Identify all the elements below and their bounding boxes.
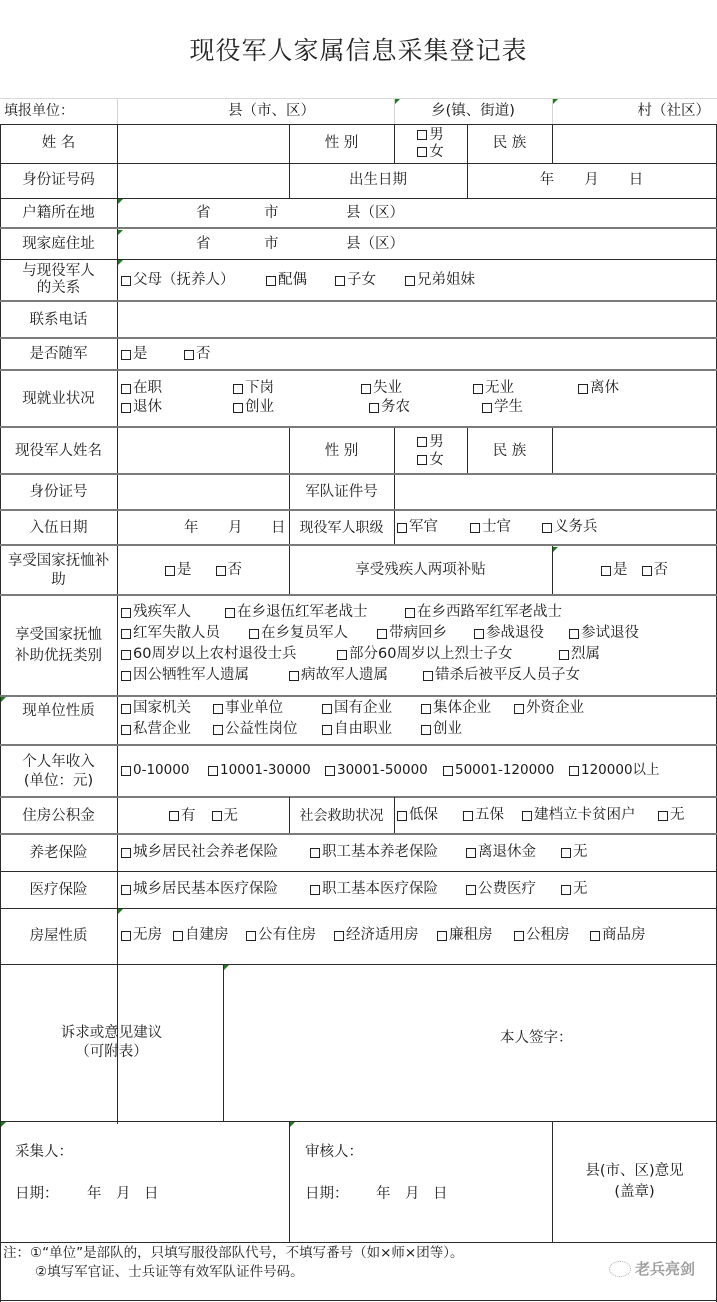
checkbox-icon xyxy=(310,848,320,858)
checkbox-icon xyxy=(121,848,131,858)
unit-type-checkbox[interactable]: 事业单位 xyxy=(213,699,283,718)
category-checkbox[interactable]: 参战退役 xyxy=(474,624,544,643)
checkbox-icon xyxy=(601,566,611,576)
soldier-id-input[interactable] xyxy=(118,475,289,510)
category-checkbox[interactable]: 部分60周岁以上烈士子女 xyxy=(337,645,512,664)
aid-checkbox[interactable]: 五保 xyxy=(463,806,504,825)
employment-startup-checkbox[interactable]: 创业 xyxy=(233,398,274,417)
note-line-2: ②填写军官证、士兵证等有效军队证件号码。 xyxy=(35,1264,304,1280)
checkbox-icon xyxy=(121,384,131,394)
category-checkbox[interactable]: 因公牺牲军人遗属 xyxy=(121,666,249,685)
checkbox-icon xyxy=(463,811,473,821)
category-checkbox[interactable]: 在乡复员军人 xyxy=(249,624,348,643)
relation-sibling-checkbox[interactable]: 兄弟姐妹 xyxy=(405,271,475,290)
checkbox-icon xyxy=(121,725,131,735)
housing-checkbox[interactable]: 公租房 xyxy=(514,926,570,945)
family-id-input[interactable] xyxy=(118,164,289,198)
signature-label: 本人签字： xyxy=(500,1030,573,1046)
address-input[interactable]: 省 市 县（区） xyxy=(196,235,404,252)
checkbox-icon xyxy=(233,403,243,413)
category-checkbox[interactable]: 错杀后被平反人员子女 xyxy=(423,666,580,685)
soldier-gender-male-checkbox[interactable]: 男 xyxy=(417,433,444,451)
checkbox-icon xyxy=(322,704,332,714)
medical-checkbox[interactable]: 城乡居民基本医疗保险 xyxy=(121,880,278,899)
checkbox-icon xyxy=(474,629,484,639)
checkbox-icon xyxy=(121,931,131,941)
checkbox-icon xyxy=(421,704,431,714)
employment-retired-cadre-checkbox[interactable]: 离休 xyxy=(578,379,619,398)
checkbox-icon xyxy=(417,130,427,140)
pension-options xyxy=(118,546,289,595)
category-checkbox[interactable]: 在乡西路军红军老战士 xyxy=(405,603,562,622)
checkbox-icon xyxy=(470,523,480,533)
checkbox-icon xyxy=(121,650,131,660)
pension-ins-checkbox[interactable]: 离退休金 xyxy=(466,843,536,862)
checkbox-icon xyxy=(542,523,552,533)
checkbox-icon xyxy=(233,384,243,394)
reviewer-cell[interactable]: 审核人： 日期： 年 月 日 xyxy=(305,1144,448,1202)
hukou-label: 户籍所在地 xyxy=(22,204,95,221)
family-name-label: 姓 名 xyxy=(41,135,76,151)
relation-parent-checkbox[interactable]: 父母（抚养人） xyxy=(121,271,235,290)
employment-nojob-checkbox[interactable]: 无业 xyxy=(473,379,514,398)
checkbox-icon xyxy=(213,704,223,714)
checkbox-icon xyxy=(369,403,379,413)
checkbox-icon xyxy=(121,403,131,413)
checkbox-icon xyxy=(417,147,427,157)
pension-yes-checkbox[interactable]: 是 xyxy=(165,561,192,580)
enlist-date-label: 入伍日期 xyxy=(29,519,88,536)
checkbox-icon xyxy=(361,384,371,394)
checkbox-icon xyxy=(578,384,588,394)
checkbox-icon xyxy=(443,766,453,776)
wechat-logo-icon xyxy=(609,1261,631,1277)
checkbox-icon xyxy=(658,811,668,821)
unit-type-checkbox[interactable]: 自由职业 xyxy=(322,720,392,739)
rank-officer-checkbox[interactable]: 军官 xyxy=(397,518,438,537)
appeal-input[interactable] xyxy=(224,965,716,1121)
reviewer-date-label: 日期： xyxy=(305,1186,349,1202)
checkbox-icon xyxy=(121,766,131,776)
checkbox-icon xyxy=(121,350,131,360)
watermark: 老兵亮剑 xyxy=(609,1258,695,1279)
checkbox-icon xyxy=(216,566,226,576)
pension-no-checkbox[interactable]: 否 xyxy=(216,561,243,580)
checkbox-icon xyxy=(121,629,131,639)
income-checkbox[interactable]: 10001-30000 xyxy=(208,761,311,780)
category-checkbox[interactable]: 残疾军人 xyxy=(121,603,191,622)
housing-checkbox[interactable]: 自建房 xyxy=(173,926,229,945)
aid-checkbox[interactable]: 低保 xyxy=(397,806,438,825)
income-checkbox[interactable]: 120000以上 xyxy=(569,761,660,780)
unit-label: 填报单位： xyxy=(4,102,74,119)
checkbox-icon xyxy=(559,650,569,660)
note-line-1: 注：①“单位”是部队的，只填写服役部队代号，不填写番号（如×师×团等）。 xyxy=(3,1245,464,1261)
checkbox-icon xyxy=(121,704,131,714)
soldier-ethnicity-input[interactable] xyxy=(553,428,716,474)
checkbox-icon xyxy=(423,671,433,681)
housing-fund-options xyxy=(118,798,289,834)
soldier-id-label: 身份证号 xyxy=(29,484,88,500)
checkbox-icon xyxy=(337,650,347,660)
category-checkbox[interactable]: 在乡退伍红军老战士 xyxy=(225,603,368,622)
category-checkbox[interactable]: 病故军人遗属 xyxy=(289,666,388,685)
checkbox-icon xyxy=(569,766,579,776)
hukou-input[interactable]: 省 市 县（区） xyxy=(196,204,404,221)
checkbox-icon xyxy=(249,629,259,639)
follow-army-label: 是否随军 xyxy=(29,346,88,362)
category-checkbox[interactable]: 60周岁以上农村退役士兵 xyxy=(121,645,296,664)
unit-input[interactable] xyxy=(117,98,227,124)
checkbox-icon xyxy=(417,437,427,447)
phone-input[interactable] xyxy=(118,302,716,338)
checkbox-icon xyxy=(225,608,235,618)
checkbox-icon xyxy=(213,725,223,735)
soldier-name-label: 现役军人姓名 xyxy=(15,442,102,459)
rank-nco-checkbox[interactable]: 士官 xyxy=(470,518,511,537)
checkbox-icon xyxy=(325,766,335,776)
relation-spouse-checkbox[interactable]: 配偶 xyxy=(266,271,307,290)
medical-insurance-label: 医疗保险 xyxy=(29,881,88,898)
checkbox-icon xyxy=(569,629,579,639)
category-checkbox[interactable]: 参试退役 xyxy=(569,624,639,643)
military-id-label: 军队证件号 xyxy=(305,484,378,500)
gender-female-checkbox[interactable]: 女 xyxy=(417,144,444,161)
unit-type-checkbox[interactable]: 外资企业 xyxy=(514,699,584,718)
checkbox-icon xyxy=(165,566,175,576)
employment-laidoff-checkbox[interactable]: 下岗 xyxy=(233,379,274,398)
income-label: 个人年收入 (单位：元) xyxy=(22,753,95,789)
medical-checkbox[interactable]: 公费医疗 xyxy=(466,880,536,899)
phone-label: 联系电话 xyxy=(29,311,88,328)
unit-type-checkbox[interactable]: 集体企业 xyxy=(421,699,491,718)
medical-checkbox[interactable]: 职工基本医疗保险 xyxy=(310,880,438,899)
checkbox-icon xyxy=(397,811,407,821)
checkbox-icon xyxy=(466,885,476,895)
township-label: 乡(镇、街道) xyxy=(431,102,515,119)
checkbox-icon xyxy=(335,276,345,286)
checkbox-icon xyxy=(208,766,218,776)
checkbox-icon xyxy=(482,403,492,413)
employment-student-checkbox[interactable]: 学生 xyxy=(482,398,523,417)
checkbox-icon xyxy=(642,566,652,576)
checkbox-icon xyxy=(377,629,387,639)
pension-ins-checkbox[interactable]: 城乡居民社会养老保险 xyxy=(121,843,278,862)
checkbox-icon xyxy=(173,931,183,941)
family-id-label: 身份证号码 xyxy=(22,172,95,188)
aid-checkbox[interactable]: 建档立卡贫困户 xyxy=(522,806,636,825)
enlist-date-input[interactable]: 年 月 日 xyxy=(184,519,286,536)
checkbox-icon xyxy=(405,276,415,286)
unit-type-checkbox[interactable]: 公益性岗位 xyxy=(213,720,298,739)
unit-type-label: 现单位性质 xyxy=(22,702,95,719)
checkbox-icon xyxy=(169,811,179,821)
checkbox-icon xyxy=(121,276,131,286)
unit-type-checkbox[interactable]: 国家机关 xyxy=(121,699,191,718)
category-checkbox[interactable]: 烈属 xyxy=(559,645,600,664)
checkbox-icon xyxy=(397,523,407,533)
military-id-input[interactable] xyxy=(395,475,716,510)
pension-ins-checkbox[interactable]: 职工基本养老保险 xyxy=(310,843,438,862)
checkbox-icon xyxy=(561,885,571,895)
employment-employed-checkbox[interactable]: 在职 xyxy=(121,379,162,398)
fund-no-checkbox[interactable]: 无 xyxy=(212,807,239,826)
checkbox-icon xyxy=(561,848,571,858)
employment-unemployed-checkbox[interactable]: 失业 xyxy=(361,379,402,398)
form-title: 现役军人家属信息采集登记表 xyxy=(0,0,717,99)
soldier-gender-label: 性 别 xyxy=(324,442,359,459)
pension-ins-checkbox[interactable]: 无 xyxy=(561,843,588,862)
checkbox-icon xyxy=(184,350,194,360)
family-name-input[interactable] xyxy=(118,125,289,163)
soldier-gender-options xyxy=(394,428,467,474)
unit-type-checkbox[interactable]: 私营企业 xyxy=(121,720,191,739)
checkbox-icon xyxy=(405,608,415,618)
checkbox-icon xyxy=(514,704,524,714)
disabled-subsidy-label: 享受残疾人两项补贴 xyxy=(355,562,486,578)
county-opinion-cell[interactable]: 县(市、区)意见 (盖章) xyxy=(585,1163,684,1200)
income-checkbox[interactable]: 30001-50000 xyxy=(325,761,428,780)
checkbox-icon xyxy=(246,931,256,941)
rank-conscript-checkbox[interactable]: 义务兵 xyxy=(542,518,598,537)
employment-label: 现就业状况 xyxy=(22,390,95,407)
unit-type-checkbox[interactable]: 创业 xyxy=(421,720,462,739)
housing-type-label: 房屋性质 xyxy=(29,928,88,944)
checkbox-icon xyxy=(212,811,222,821)
collector-cell[interactable]: 采集人： 日期： 年 月 日 xyxy=(15,1144,159,1202)
family-gender-options xyxy=(394,124,467,163)
checkbox-icon xyxy=(437,931,447,941)
checkbox-icon xyxy=(514,931,524,941)
checkbox-icon xyxy=(466,848,476,858)
disabled-subsidy-options xyxy=(553,546,716,595)
housing-checkbox[interactable]: 商品房 xyxy=(590,926,646,945)
birth-date-input[interactable]: 年 月 日 xyxy=(539,172,644,188)
soldier-ethnicity-label: 民 族 xyxy=(492,442,527,459)
appeal-label: 诉求或意见建议 （可附表） xyxy=(60,1025,163,1060)
medical-checkbox[interactable]: 无 xyxy=(561,880,588,899)
soldier-gender-female-checkbox[interactable]: 女 xyxy=(417,451,444,469)
housing-fund-label: 住房公积金 xyxy=(22,807,95,824)
unit-type-checkbox[interactable]: 国有企业 xyxy=(322,699,392,718)
family-gender-label: 性 别 xyxy=(324,135,359,151)
checkbox-icon xyxy=(289,671,299,681)
checkbox-icon xyxy=(266,276,276,286)
checkbox-icon xyxy=(522,811,532,821)
employment-retired-checkbox[interactable]: 退休 xyxy=(121,398,162,417)
follow-yes-checkbox[interactable]: 是 xyxy=(121,345,148,364)
aid-checkbox[interactable]: 无 xyxy=(658,806,685,825)
checkbox-icon xyxy=(121,885,131,895)
address-label: 现家庭住址 xyxy=(22,235,95,252)
category-checkbox[interactable]: 红军失散人员 xyxy=(121,624,220,643)
pension-label: 享受国家抚恤补 助 xyxy=(7,552,110,588)
follow-no-checkbox[interactable]: 否 xyxy=(184,345,211,364)
disabled-yes-checkbox[interactable]: 是 xyxy=(601,561,628,580)
checkbox-icon xyxy=(421,725,431,735)
gender-male-checkbox[interactable]: 男 xyxy=(417,127,444,144)
employment-farming-checkbox[interactable]: 务农 xyxy=(369,398,410,417)
checkbox-icon xyxy=(473,384,483,394)
reviewer-label: 审核人： xyxy=(305,1144,363,1160)
checkbox-icon xyxy=(121,608,131,618)
county-label: 县（市、区） xyxy=(228,102,315,119)
checkbox-icon xyxy=(334,931,344,941)
soldier-name-input[interactable] xyxy=(118,428,289,474)
housing-checkbox[interactable]: 廉租房 xyxy=(437,926,493,945)
family-ethnicity-label: 民 族 xyxy=(492,135,527,151)
housing-checkbox[interactable]: 公有住房 xyxy=(246,926,316,945)
collector-date-label: 日期： xyxy=(15,1186,59,1202)
income-checkbox[interactable]: 50001-120000 xyxy=(443,761,554,780)
checkbox-icon xyxy=(417,455,427,465)
collector-label: 采集人： xyxy=(15,1144,73,1160)
pension-insurance-label: 养老保险 xyxy=(29,844,88,861)
checkbox-icon xyxy=(310,885,320,895)
family-ethnicity-input[interactable] xyxy=(553,125,716,163)
housing-checkbox[interactable]: 经济适用房 xyxy=(334,926,419,945)
relation-label: 与现役军人 的关系 xyxy=(22,263,95,296)
rank-label: 现役军人职级 xyxy=(299,519,384,536)
income-checkbox[interactable]: 0-10000 xyxy=(121,761,189,780)
category-checkbox[interactable]: 带病回乡 xyxy=(377,624,447,643)
fund-yes-checkbox[interactable]: 有 xyxy=(169,807,196,826)
village-label: 村（社区） xyxy=(637,102,710,119)
checkbox-icon xyxy=(590,931,600,941)
housing-checkbox[interactable]: 无房 xyxy=(121,926,162,945)
disabled-no-checkbox[interactable]: 否 xyxy=(642,561,669,580)
relation-child-checkbox[interactable]: 子女 xyxy=(335,271,376,290)
checkbox-icon xyxy=(121,671,131,681)
birth-date-label: 出生日期 xyxy=(349,172,407,188)
checkbox-icon xyxy=(322,725,332,735)
category-label: 享受国家抚恤 补助优抚类别 xyxy=(15,627,102,664)
social-aid-label: 社会救助状况 xyxy=(299,807,384,824)
